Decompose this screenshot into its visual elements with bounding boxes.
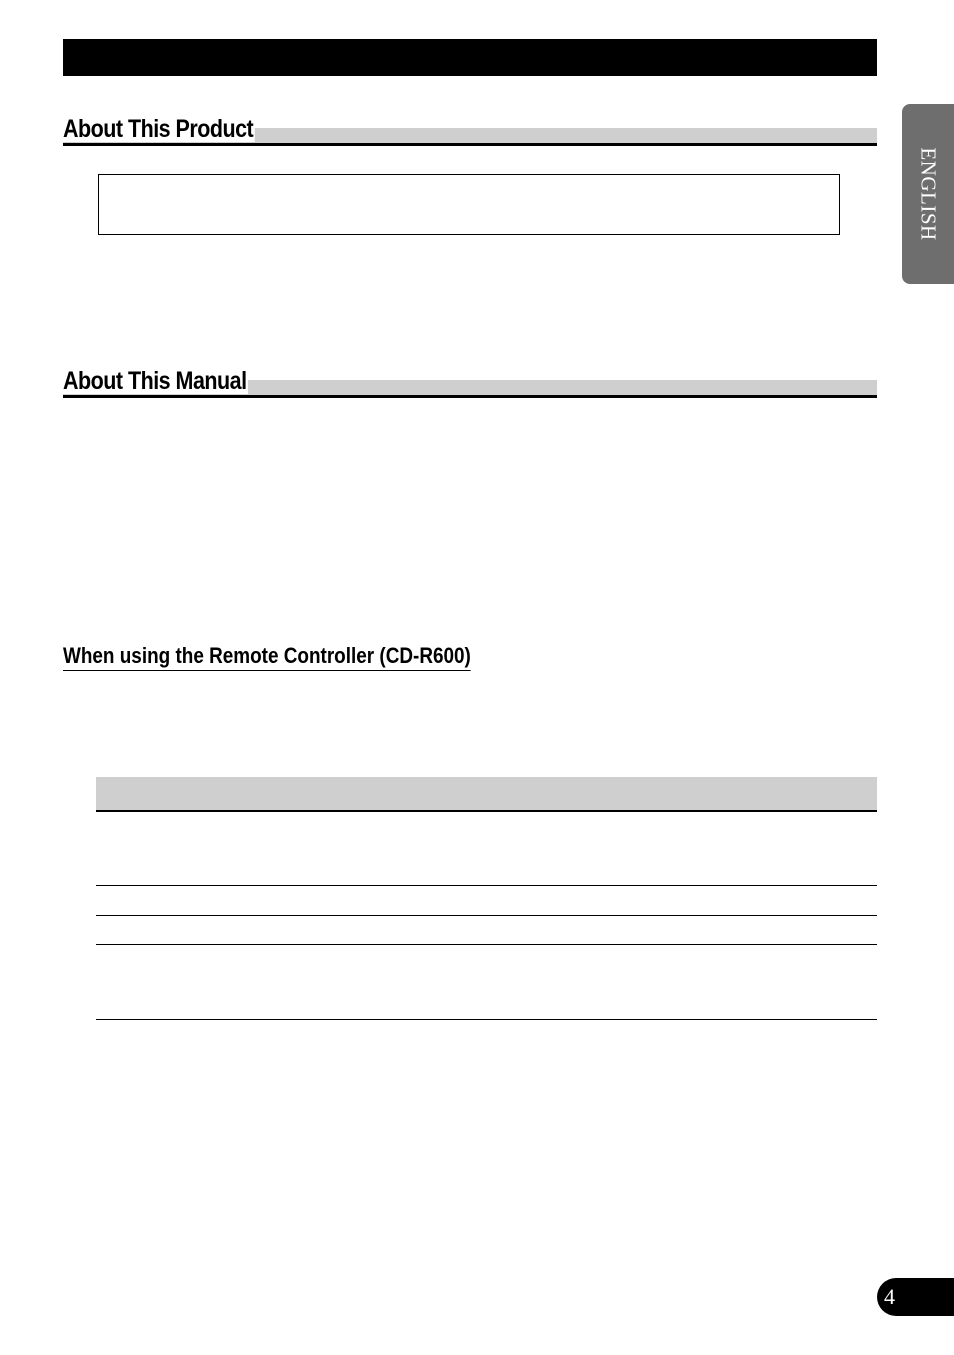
section-header-rule bbox=[63, 143, 877, 146]
section-title-about-manual: About This Manual bbox=[63, 367, 247, 395]
section-title-about-product: About This Product bbox=[63, 115, 254, 143]
table-row bbox=[96, 945, 877, 1020]
section-header-rule bbox=[63, 395, 877, 398]
data-table bbox=[96, 777, 877, 1020]
language-tab bbox=[902, 104, 954, 284]
language-tab-label: ENGLISH bbox=[916, 147, 941, 241]
table-row bbox=[96, 812, 877, 886]
page-number-badge bbox=[877, 1278, 954, 1316]
note-box bbox=[98, 174, 840, 235]
subsection-title-remote-controller: When using the Remote Controller (CD-R600) bbox=[63, 645, 471, 671]
page-number: 4 bbox=[884, 1284, 895, 1309]
table-header-row bbox=[96, 777, 877, 812]
table-row bbox=[96, 916, 877, 945]
section-header-about-product bbox=[63, 112, 877, 146]
section-header-about-manual bbox=[63, 364, 877, 398]
table-row bbox=[96, 886, 877, 916]
page-header-bar bbox=[63, 39, 877, 76]
